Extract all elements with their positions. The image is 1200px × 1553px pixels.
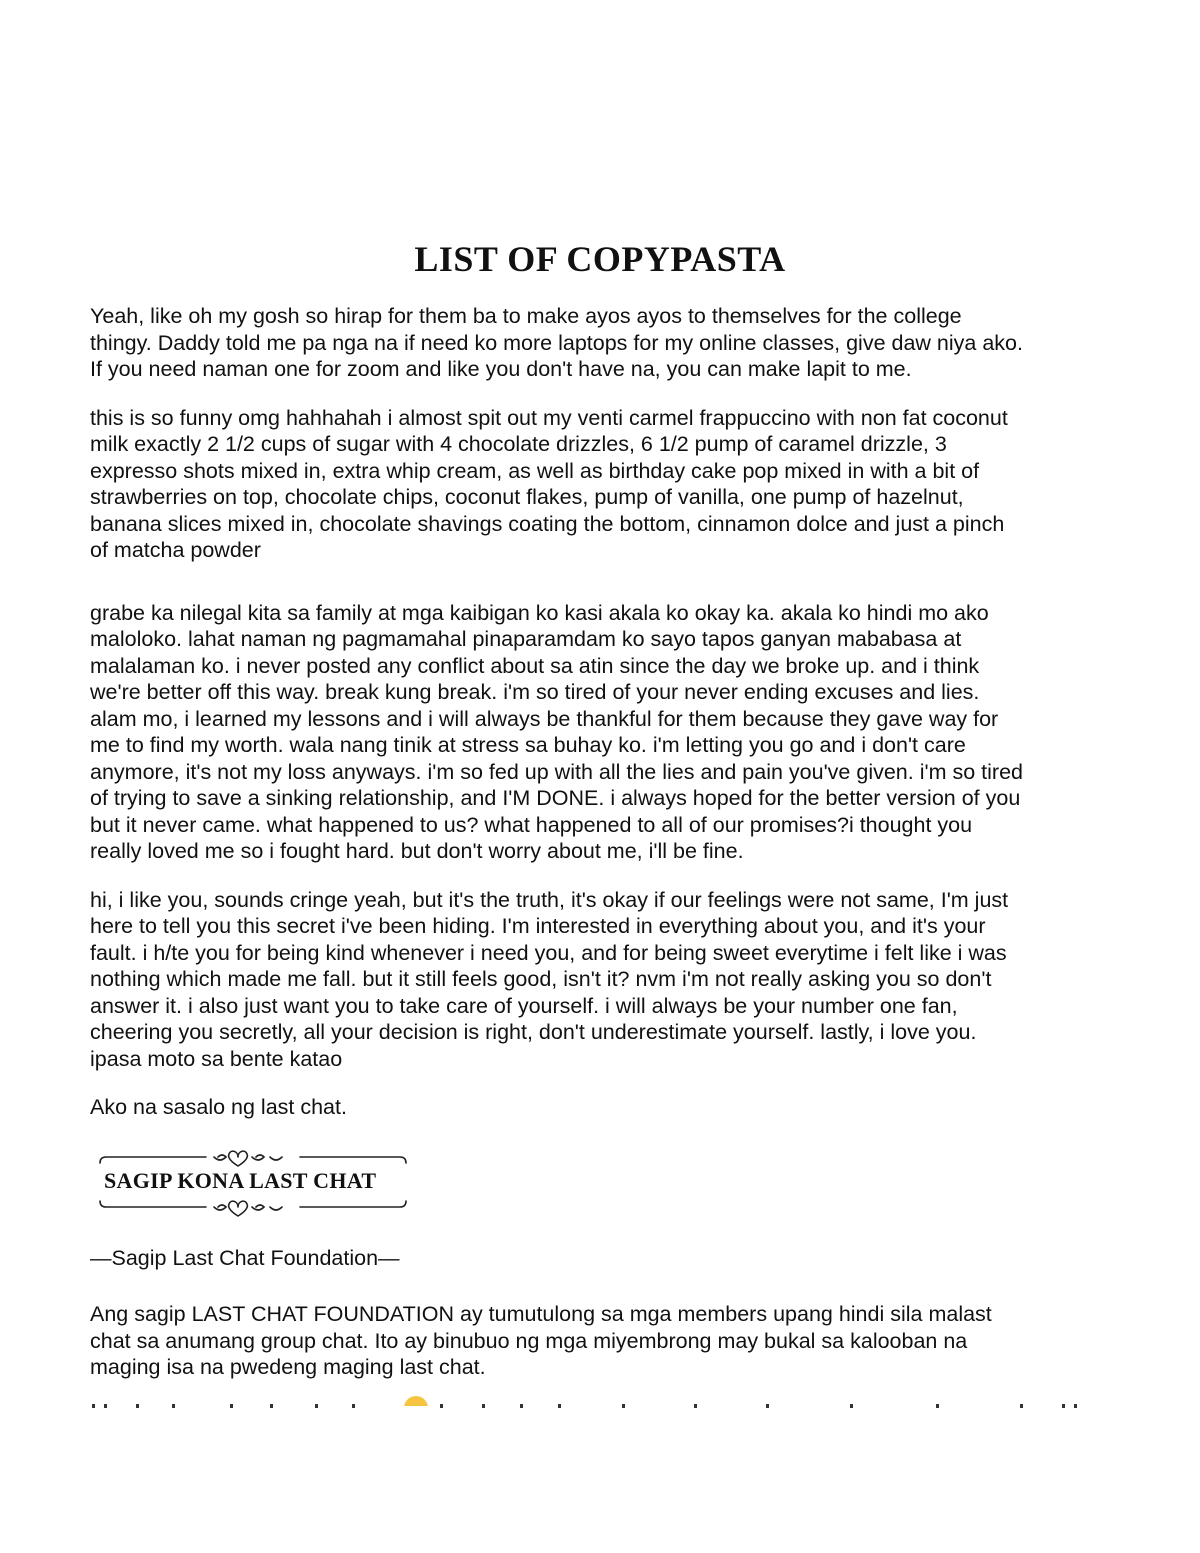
cut-off-text-line [90, 1398, 1090, 1410]
text-line: If you need naman one for zoom and like you don't have na, you can make lapit to me. [90, 357, 912, 381]
sagip-banner [94, 1143, 414, 1221]
paragraph-foundation [90, 1301, 1130, 1381]
text-line: Ang sagip LAST CHAT FOUNDATION ay tumutulong sa mga members upang hindi sila malast [90, 1302, 992, 1326]
text-line: really loved me so i fought hard. but don't worry about me, i'll be fine. [90, 839, 744, 863]
paragraph-last-chat [90, 1094, 1130, 1121]
paragraph-college [90, 303, 1130, 383]
text-line: expresso shots mixed in, extra whip cream, as well as birthday cake pop mixed in with a bit of [90, 458, 980, 483]
text-line: cheering you secretly, all your decision is right, don't underestimate yourself. lastly, i love you. [90, 1020, 977, 1044]
text-line: fault. i h/te you for being kind whenever i need you, and for being sweet everytime i felt like i was [90, 940, 1007, 965]
text-line: milk exactly 2 1/2 cups of sugar with 4 chocolate drizzles, 6 1/2 pump of caramel drizzle, 3 [90, 432, 947, 456]
text-line: we're better off this way. break kung break. i'm so tired of your never ending excuses and lies. [90, 680, 980, 704]
text-line: of trying to save a sinking relationship, and I'M DONE. i always hoped for the better version of you [90, 786, 1021, 810]
text-line: alam mo, i learned my lessons and i will always be thankful for them because they gave way for [90, 706, 999, 731]
text-line: ipasa moto sa bente katao [90, 1046, 343, 1071]
text-line: chat sa anumang group chat. Ito ay binubuo ng mga miyembrong may bukal sa kalooban na [90, 1328, 968, 1353]
paragraph-frappuccino [90, 405, 1130, 564]
text-line: here to tell you this secret i've been hiding. I'm interested in everything about you, and it's your [90, 914, 986, 938]
document-body [90, 303, 1130, 1381]
document-title: LIST OF COPYPASTA [414, 239, 786, 279]
text-line: hi, i like you, sounds cringe yeah, but it's the truth, it's okay if our feelings were not same, I'm just [90, 887, 1009, 912]
text-line: Ako na sasalo ng last chat. [90, 1095, 347, 1119]
text-line: grabe ka nilegal kita sa family at mga kaibigan ko kasi akala ko okay ka. akala ko hindi mo ako [90, 600, 989, 625]
text-line: nothing which made me fall. but it still feels good, isn't it? nvm i'm not really asking you so don't [90, 967, 992, 991]
text-line: but it never came. what happened to us? what happened to all of our promises?i thought you [90, 812, 973, 837]
text-line: maging isa na pwedeng maging last chat. [90, 1355, 486, 1379]
text-line: me to find my worth. wala nang tinik at stress sa buhay ko. i'm letting you go and i don't care [90, 733, 966, 757]
text-line: —Sagip Last Chat Foundation— [90, 1245, 400, 1270]
emoji-icon [404, 1396, 428, 1406]
text-line: of matcha powder [90, 538, 261, 562]
text-line: thingy. Daddy told me pa nga na if need ko more laptops for my online classes, give daw niya ako. [90, 330, 1023, 355]
text-line: banana slices mixed in, chocolate shavings coating the bottom, cinnamon dolce and just a pinch [90, 511, 1005, 536]
text-line: Yeah, like oh my gosh so hirap for them ba to make ayos ayos to themselves for the college [90, 304, 962, 328]
text-line: malalaman ko. i never posted any conflict about sa atin since the day we broke up. and i think [90, 653, 980, 678]
text-line: anymore, it's not my loss anyways. i'm so fed up with all the lies and pain you've given. i'm so tired [90, 759, 1023, 784]
text-line: this is so funny omg hahhahah i almost spit out my venti carmel frappuccino with non fat coconut [90, 405, 1008, 430]
text-line: maloloko. lahat naman ng pagmamahal pinaparamdam ko sayo tapos ganyan mababasa at [90, 627, 962, 651]
text-line: strawberries on top, chocolate chips, coconut flakes, pump of vanilla, one pump of hazelnut, [90, 485, 964, 509]
paragraph-breakup [90, 600, 1130, 865]
foundation-heading [90, 1245, 1130, 1272]
paragraph-confession [90, 887, 1130, 1073]
text-line: answer it. i also just want you to take care of yourself. i will always be your number one fan, [90, 993, 958, 1018]
banner-title: SAGIP KONA LAST CHAT [104, 1167, 377, 1193]
